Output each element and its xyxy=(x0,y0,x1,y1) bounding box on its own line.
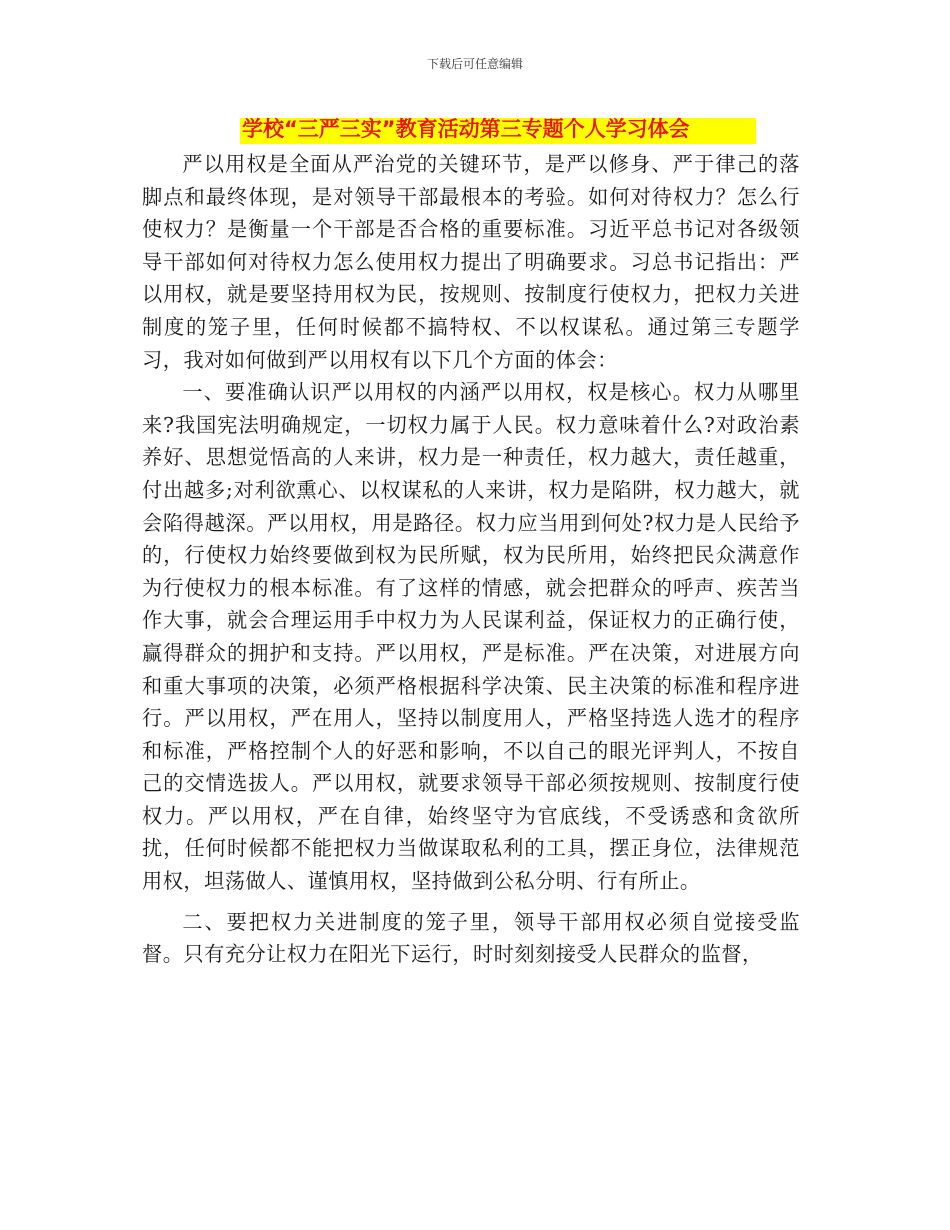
paragraph-intro: 严以用权是全面从严治党的关键环节，是严以修身、严于律己的落脚点和最终体现，是对领导干部最根本的考验。如何对待权力？怎么行使权力？是衡量一个干部是否合格的重要标准。习近平总书记对各级领导干部如何对待权力怎么使用权力提出了明确要求。习总书记指出：严以用权，就是要坚持用权为民，按规则、按制度行使权力，把权力关进制度的笼子里，任何时候都不搞特权、不以权谋私。通过第三专题学习，我对如何做到严以用权有以下几个方面的体会： xyxy=(142,152,800,372)
document-body xyxy=(142,148,800,971)
paragraph-section-2: 二、要把权力关进制度的笼子里，领导干部用权必须自觉接受监督。只有充分让权力在阳光下运行，时时刻刻接受人民群众的监督， xyxy=(142,909,800,967)
header-note: 下载后可任意编辑 xyxy=(426,57,523,71)
paragraph-section-1: 一、要准确认识严以用权的内涵严以用权，权是核心。权力从哪里来?我国宪法明确规定，一切权力属于人民。权力意味着什么?对政治素养好、思想觉悟高的人来讲，权力是一种责任，权力越大，责任越重，付出越多;对利欲熏心、以权谋私的人来讲，权力是陷阱，权力越大，就会陷得越深。严以用权，用是路径。权力应当用到何处?权力是人民给予的，行使权力始终要做到权为民所赋，权为民所用，始终把民众满意作为行使权力的根本标准。有了这样的情感，就会把群众的呼声、疾苦当作大事，就会合理运用手中权力为人民谋利益，保证权力的正确行使，赢得群众的拥护和支持。严以用权，严是标准。严在决策，对进展方向和重大事项的决策，必须严格根据科学决策、民主决策的标准和程序进行。严以用权，严在用人，坚持以制度用人，严格坚持选人选才的程序和标准，严格控制个人的好恶和影响，不以自己的眼光评判人，不按自己的交情选拔人。严以用权，就要求领导干部必须按规则、按制度行使权力。严以用权，严在自律，始终坚守为官底线，不受诱惑和贪欲所扰，任何时候都不能把权力当做谋取私利的工具，摆正身位，法律规范用权，坦荡做人、谨慎用权，坚持做到公私分明、行有所止。 xyxy=(142,380,800,894)
document-title: 学校“三严三实”教育活动第三专题个人学习体会 xyxy=(242,117,690,141)
